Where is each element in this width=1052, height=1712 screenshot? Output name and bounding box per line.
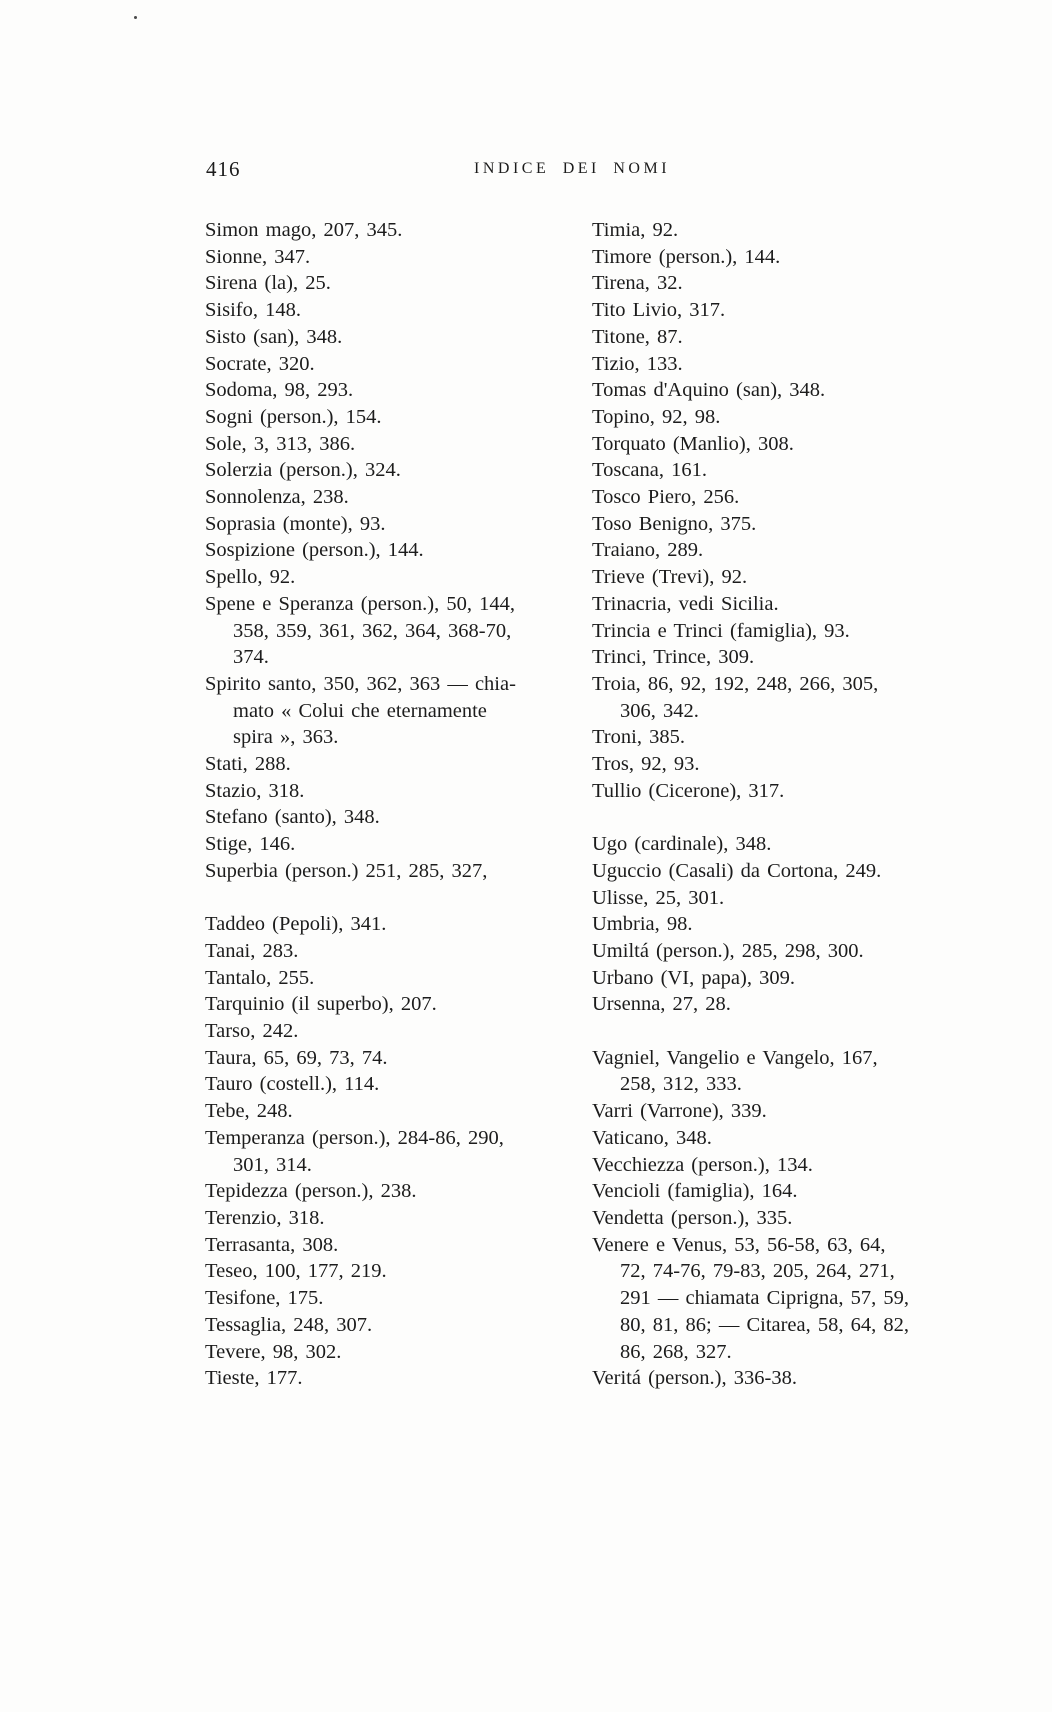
index-entry-line: Umiltá (person.), 285, 298, 300.: [592, 939, 864, 962]
index-entry: [205, 351, 585, 378]
index-entry: [205, 1018, 585, 1045]
index-entry: [205, 404, 585, 431]
running-header: INDICE DEI NOMI: [474, 160, 671, 177]
index-entry-line: Tizio, 133.: [592, 352, 683, 375]
index-entry: [205, 431, 585, 458]
page-number: 416: [206, 157, 241, 181]
index-entry: [592, 511, 992, 538]
index-entry-line: Taura, 65, 69, 73, 74.: [205, 1046, 388, 1069]
index-entry-line: Timia, 92.: [592, 219, 679, 241]
index-entry-line: Spirito santo, 350, 362, 363 — chia-: [205, 672, 516, 695]
index-entry-line: Spene e Speranza (person.), 50, 144,: [205, 592, 516, 615]
index-entry-line: Sisifo, 148.: [205, 299, 301, 322]
index-entry-line: Umbria, 98.: [592, 913, 693, 936]
index-entry: [592, 1205, 992, 1232]
index-entry-line: Spello, 92.: [205, 566, 296, 589]
index-entry: [205, 1285, 585, 1312]
index-entry: [592, 1152, 992, 1179]
index-entry-line: Tirena, 32.: [592, 272, 683, 295]
index-entry-line: Vaticano, 348.: [592, 1126, 712, 1149]
index-entry: [592, 1232, 992, 1366]
index-entry-line: Tomas d'Aquino (san), 348.: [592, 379, 826, 402]
index-entry-line: Tevere, 98, 302.: [205, 1340, 342, 1363]
scan-speck: [134, 16, 137, 19]
index-entry: [205, 377, 585, 404]
index-entry-line: Superbia (person.) 251, 285, 327,: [205, 859, 488, 882]
index-entry: [205, 1125, 585, 1178]
index-entry: [592, 537, 992, 564]
index-entry: [205, 591, 585, 671]
index-entry: [205, 511, 585, 538]
index-entry-continuation-line: 80, 81, 86; — Citarea, 58, 64, 82,: [620, 1313, 910, 1336]
index-entry-line: Titone, 87.: [592, 325, 683, 348]
index-entry-continuation-line: 72, 74-76, 79-83, 205, 264, 271,: [620, 1260, 895, 1283]
index-entry: [205, 858, 585, 885]
index-entry: [592, 858, 992, 885]
index-entry: [205, 671, 585, 751]
index-entry-line: Teseo, 100, 177, 219.: [205, 1260, 387, 1283]
index-entry-line: Stazio, 318.: [205, 779, 305, 802]
index-entry: [592, 831, 992, 858]
index-entry: [205, 1098, 585, 1125]
index-column-left: [205, 217, 585, 1392]
index-entry-continuation-line: mato « Colui che eternamente: [233, 699, 487, 722]
index-entry: [205, 1312, 585, 1339]
index-entry-line: Ugo (cardinale), 348.: [592, 833, 772, 856]
index-entry-line: Trincia e Trinci (famiglia), 93.: [592, 619, 850, 642]
index-entry: [592, 564, 992, 591]
index-entry: [205, 537, 585, 564]
index-entry-line: Troni, 385.: [592, 726, 685, 749]
index-entry: [592, 244, 992, 271]
index-entry: [592, 484, 992, 511]
index-entry: [205, 297, 585, 324]
index-entry: [592, 1125, 992, 1152]
index-entry-line: Tieste, 177.: [205, 1367, 303, 1390]
index-entry-line: Vagniel, Vangelio e Vangelo, 167,: [592, 1046, 878, 1069]
index-entry-line: Sodoma, 98, 293.: [205, 379, 354, 402]
index-entry-line: Toscana, 161.: [592, 459, 707, 482]
index-entry: [205, 911, 585, 938]
index-column-right: [592, 217, 992, 1392]
index-entry-line: Vendetta (person.), 335.: [592, 1206, 793, 1229]
index-entry-line: Tarquinio (il superbo), 207.: [205, 993, 437, 1016]
index-entry: [592, 457, 992, 484]
index-entry: [592, 671, 992, 724]
index-entry: [592, 885, 992, 912]
index-entry: [205, 1045, 585, 1072]
index-entry: [592, 724, 992, 751]
index-entry-line: Tros, 92, 93.: [592, 753, 700, 776]
index-entry-line: Uguccio (Casali) da Cortona, 249.: [592, 859, 882, 882]
index-entry-continuation-line: 306, 342.: [620, 699, 699, 722]
index-entry: [205, 324, 585, 351]
index-entry-line: Soprasia (monte), 93.: [205, 512, 386, 535]
index-entry-line: Trinci, Trince, 309.: [592, 646, 755, 669]
index-entry: [205, 564, 585, 591]
index-entry-line: Sogni (person.), 154.: [205, 405, 382, 428]
index-entry: [592, 1178, 992, 1205]
index-entry-line: Sole, 3, 313, 386.: [205, 432, 356, 455]
index-entry: [205, 804, 585, 831]
index-entry-line: Troia, 86, 92, 192, 248, 266, 305,: [592, 672, 879, 695]
index-entry-line: Veritá (person.), 336-38.: [592, 1367, 797, 1390]
index-entry-line: Terenzio, 318.: [205, 1207, 325, 1229]
index-entry: [205, 778, 585, 805]
index-entry-line: Simon mago, 207, 345.: [205, 219, 403, 241]
index-entry: [592, 297, 992, 324]
index-entry: [205, 1205, 585, 1232]
index-entry: [205, 217, 585, 244]
index-entry-continuation-line: 291 — chiamata Ciprigna, 57, 59,: [620, 1287, 909, 1310]
index-entry-line: Sirena (la), 25.: [205, 272, 331, 295]
index-entry-line: Tosco Piero, 256.: [592, 486, 740, 509]
index-entry: [592, 351, 992, 378]
index-entry-line: Solerzia (person.), 324.: [205, 459, 401, 482]
index-entry-line: Tesifone, 175.: [205, 1287, 324, 1310]
index-entry-line: Tessaglia, 248, 307.: [205, 1313, 373, 1336]
index-entry-line: Tito Livio, 317.: [592, 299, 726, 322]
index-entry: [592, 217, 992, 244]
index-entry: [592, 778, 992, 805]
index-entry: [205, 1339, 585, 1366]
index-entry-line: Temperanza (person.), 284-86, 290,: [205, 1126, 504, 1149]
index-entry: [592, 377, 992, 404]
index-entry-continuation-line: 86, 268, 327.: [620, 1340, 732, 1363]
index-entry: [592, 324, 992, 351]
index-entry-continuation-line: spira », 363.: [233, 726, 339, 749]
index-entry: [205, 965, 585, 992]
index-entry-line: Tantalo, 255.: [205, 966, 315, 989]
index-entry: [205, 991, 585, 1018]
index-entry: [205, 831, 585, 858]
index-entry-line: Vecchiezza (person.), 134.: [592, 1153, 813, 1176]
index-entry-continuation-line: 358, 359, 361, 362, 364, 368-70,: [233, 619, 512, 642]
index-entry: [205, 1071, 585, 1098]
index-entry-line: Torquato (Manlio), 308.: [592, 432, 794, 455]
index-entry: [592, 965, 992, 992]
index-entry: [205, 1232, 585, 1259]
index-entry-line: Stige, 146.: [205, 833, 296, 856]
index-entry: [592, 938, 992, 965]
index-entry: [205, 938, 585, 965]
index-entry-line: Tepidezza (person.), 238.: [205, 1180, 417, 1203]
index-entry: [592, 431, 992, 458]
index-entry-continuation-line: 301, 314.: [233, 1153, 312, 1176]
index-entry-continuation-line: 258, 312, 333.: [620, 1073, 742, 1096]
index-entry: [205, 244, 585, 271]
index-entry-continuation-line: 374.: [233, 646, 269, 669]
index-entry-line: Tauro (costell.), 114.: [205, 1073, 380, 1096]
index-entry: [592, 1098, 992, 1125]
index-entry: [592, 1365, 992, 1392]
index-entry: [205, 1178, 585, 1205]
index-entry: [592, 911, 992, 938]
index-entry-line: Tebe, 248.: [205, 1100, 293, 1123]
index-entry-line: Stati, 288.: [205, 753, 291, 776]
index-entry-line: Toso Benigno, 375.: [592, 512, 757, 535]
index-entry-line: Tarso, 242.: [205, 1020, 299, 1043]
index-entry: [592, 1045, 992, 1098]
index-entry-line: Sisto (san), 348.: [205, 325, 343, 348]
index-entry: [592, 591, 992, 618]
index-entry: [205, 1365, 585, 1392]
index-entry-line: Traiano, 289.: [592, 539, 704, 562]
index-entry: [592, 644, 992, 671]
index-entry-line: Ulisse, 25, 301.: [592, 886, 725, 909]
index-entry-line: Venere e Venus, 53, 56-58, 63, 64,: [592, 1233, 886, 1256]
index-entry-line: Tanai, 283.: [205, 939, 299, 962]
index-entry-line: Stefano (santo), 348.: [205, 806, 380, 829]
index-entry-line: Ursenna, 27, 28.: [592, 993, 731, 1016]
index-entry: [592, 991, 992, 1018]
index-entry-line: Sospizione (person.), 144.: [205, 539, 424, 562]
index-entry-line: Trinacria, vedi Sicilia.: [592, 592, 779, 615]
index-entry: [592, 618, 992, 645]
index-entry: [205, 457, 585, 484]
index-entry: [592, 404, 992, 431]
index-entry-line: Timore (person.), 144.: [592, 245, 781, 268]
index-entry-line: Sonnolenza, 238.: [205, 486, 349, 509]
index-entry-line: Terrasanta, 308.: [205, 1233, 339, 1256]
index-entry: [205, 484, 585, 511]
index-entry-line: Trieve (Trevi), 92.: [592, 566, 748, 589]
index-entry-line: Taddeo (Pepoli), 341.: [205, 913, 387, 936]
index-entry: [592, 751, 992, 778]
index-entry-line: Varri (Varrone), 339.: [592, 1100, 767, 1123]
index-entry-line: Sionne, 347.: [205, 245, 311, 268]
index-entry-line: Urbano (VI, papa), 309.: [592, 966, 795, 989]
index-entry: [205, 270, 585, 297]
index-entry: [592, 270, 992, 297]
index-entry-line: Vencioli (famiglia), 164.: [592, 1180, 798, 1203]
index-entry-line: Socrate, 320.: [205, 352, 315, 375]
index-entry-line: Topino, 92, 98.: [592, 405, 721, 428]
index-entry: [205, 751, 585, 778]
index-entry: [205, 1258, 585, 1285]
index-entry-line: Tullio (Cicerone), 317.: [592, 779, 785, 802]
